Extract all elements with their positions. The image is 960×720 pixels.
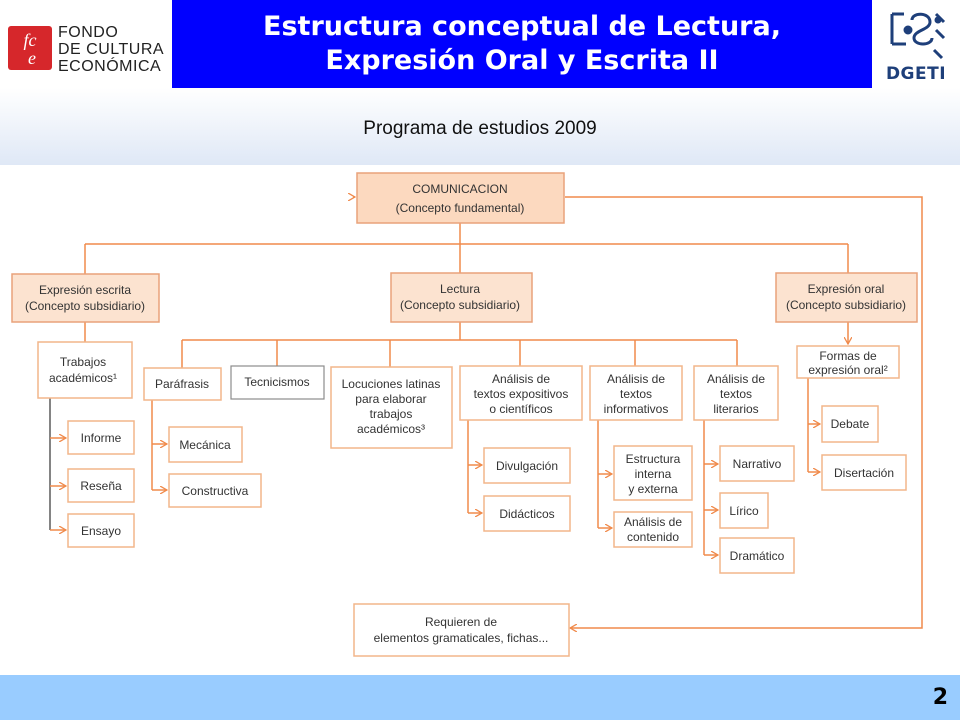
svg-text:e: e: [28, 48, 36, 68]
node-label: Expresión escrita: [38, 283, 132, 297]
node-label: (Concepto subsidiario): [785, 298, 907, 312]
node-label: Reseña: [80, 479, 122, 493]
node-label: Requieren de: [424, 615, 498, 629]
node-label: Estructura: [625, 452, 681, 466]
node-label: Disertación: [833, 466, 895, 480]
node-label: contenido: [626, 530, 680, 544]
node-label: expresión oral²: [808, 363, 888, 377]
node-label: académicos³: [356, 422, 426, 436]
node-didacticos: [484, 496, 570, 531]
node-ensayo: [68, 514, 134, 547]
node-label: informativos: [603, 402, 669, 416]
node-mecanica: [169, 427, 242, 462]
node-label: Didácticos: [499, 507, 555, 521]
node-dramatico: [720, 538, 794, 573]
svg-text:fc: fc: [23, 30, 37, 50]
node-label: Locuciones latinas: [341, 377, 441, 391]
node-label: académicos¹: [48, 371, 118, 385]
node-label: Debate: [830, 417, 870, 431]
node-label: Lectura: [439, 282, 481, 296]
node-divulgacion: [484, 448, 570, 483]
node-formas-expresion-oral: [797, 346, 899, 378]
node-label: (Concepto fundamental): [395, 201, 525, 215]
node-lirico: [720, 493, 768, 528]
node-label: textos expositivos: [473, 387, 569, 401]
node-constructiva: [169, 474, 261, 507]
node-label: literarios: [713, 402, 759, 416]
node-informe: [68, 421, 134, 454]
node-label: COMUNICACION: [412, 182, 508, 196]
title-line-1: Estructura conceptual de Lectura,: [263, 11, 781, 42]
node-label: trabajos: [369, 407, 413, 421]
footer-bar: [0, 675, 960, 720]
node-parafrasis: [144, 368, 221, 400]
node-label: (Concepto subsidiario): [399, 298, 521, 312]
node-label: Lírico: [729, 504, 759, 518]
node-label: o científicos: [489, 402, 553, 416]
node-label: elementos gramaticales, fichas...: [373, 631, 549, 645]
node-textos-expositivos: [460, 366, 582, 420]
node-resena: [68, 469, 134, 502]
node-textos-informativos: [590, 366, 682, 420]
fce-logo-line: ECONÓMICA: [58, 58, 162, 75]
node-label: Análisis de: [606, 372, 666, 386]
node-label: para elaborar: [355, 392, 427, 406]
node-expresion-oral: [776, 273, 917, 322]
node-label: y externa: [628, 482, 678, 496]
node-narrativo: [720, 446, 794, 481]
node-expresion-escrita: [12, 274, 159, 322]
node-tecnicismos: [231, 366, 324, 399]
fce-logo-line: DE CULTURA: [58, 41, 165, 58]
node-label: (Concepto subsidiario): [24, 299, 146, 313]
node-analisis-contenido: [614, 512, 692, 547]
node-lectura: [391, 273, 532, 322]
node-label: Paráfrasis: [154, 377, 210, 391]
node-label: Ensayo: [80, 524, 122, 538]
node-label: textos: [719, 387, 753, 401]
page-number: 2: [932, 685, 948, 710]
node-trabajos-academicos: [38, 342, 132, 398]
node-disertacion: [822, 455, 906, 490]
program-subtitle: Programa de estudios 2009: [363, 118, 597, 139]
node-label: Análisis de: [491, 372, 551, 386]
node-label: Formas de: [819, 349, 877, 363]
node-label: Mecánica: [179, 438, 231, 452]
node-label: interna: [634, 467, 672, 481]
node-label: Narrativo: [732, 457, 782, 471]
node-comunicacion: [357, 173, 564, 223]
node-label: Análisis de: [623, 515, 683, 529]
node-label: Informe: [80, 431, 122, 445]
title-line-2: Expresión Oral y Escrita II: [325, 45, 719, 76]
node-label: Dramático: [729, 549, 785, 563]
node-debate: [822, 406, 878, 442]
node-label: textos: [619, 387, 653, 401]
node-label: Expresión oral: [807, 282, 885, 296]
node-label: Análisis de: [706, 372, 766, 386]
node-label: Constructiva: [181, 484, 249, 498]
node-label: Trabajos: [59, 355, 107, 369]
node-locuciones-latinas: [331, 367, 452, 448]
node-estructura: [614, 446, 692, 500]
node-textos-literarios: [694, 366, 778, 420]
dgeti-logo-text: DGETI: [885, 64, 947, 84]
node-requieren: [354, 604, 569, 656]
node-label: Tecnicismos: [244, 375, 310, 389]
node-label: Divulgación: [495, 459, 559, 473]
fce-logo-line: FONDO: [58, 24, 119, 41]
